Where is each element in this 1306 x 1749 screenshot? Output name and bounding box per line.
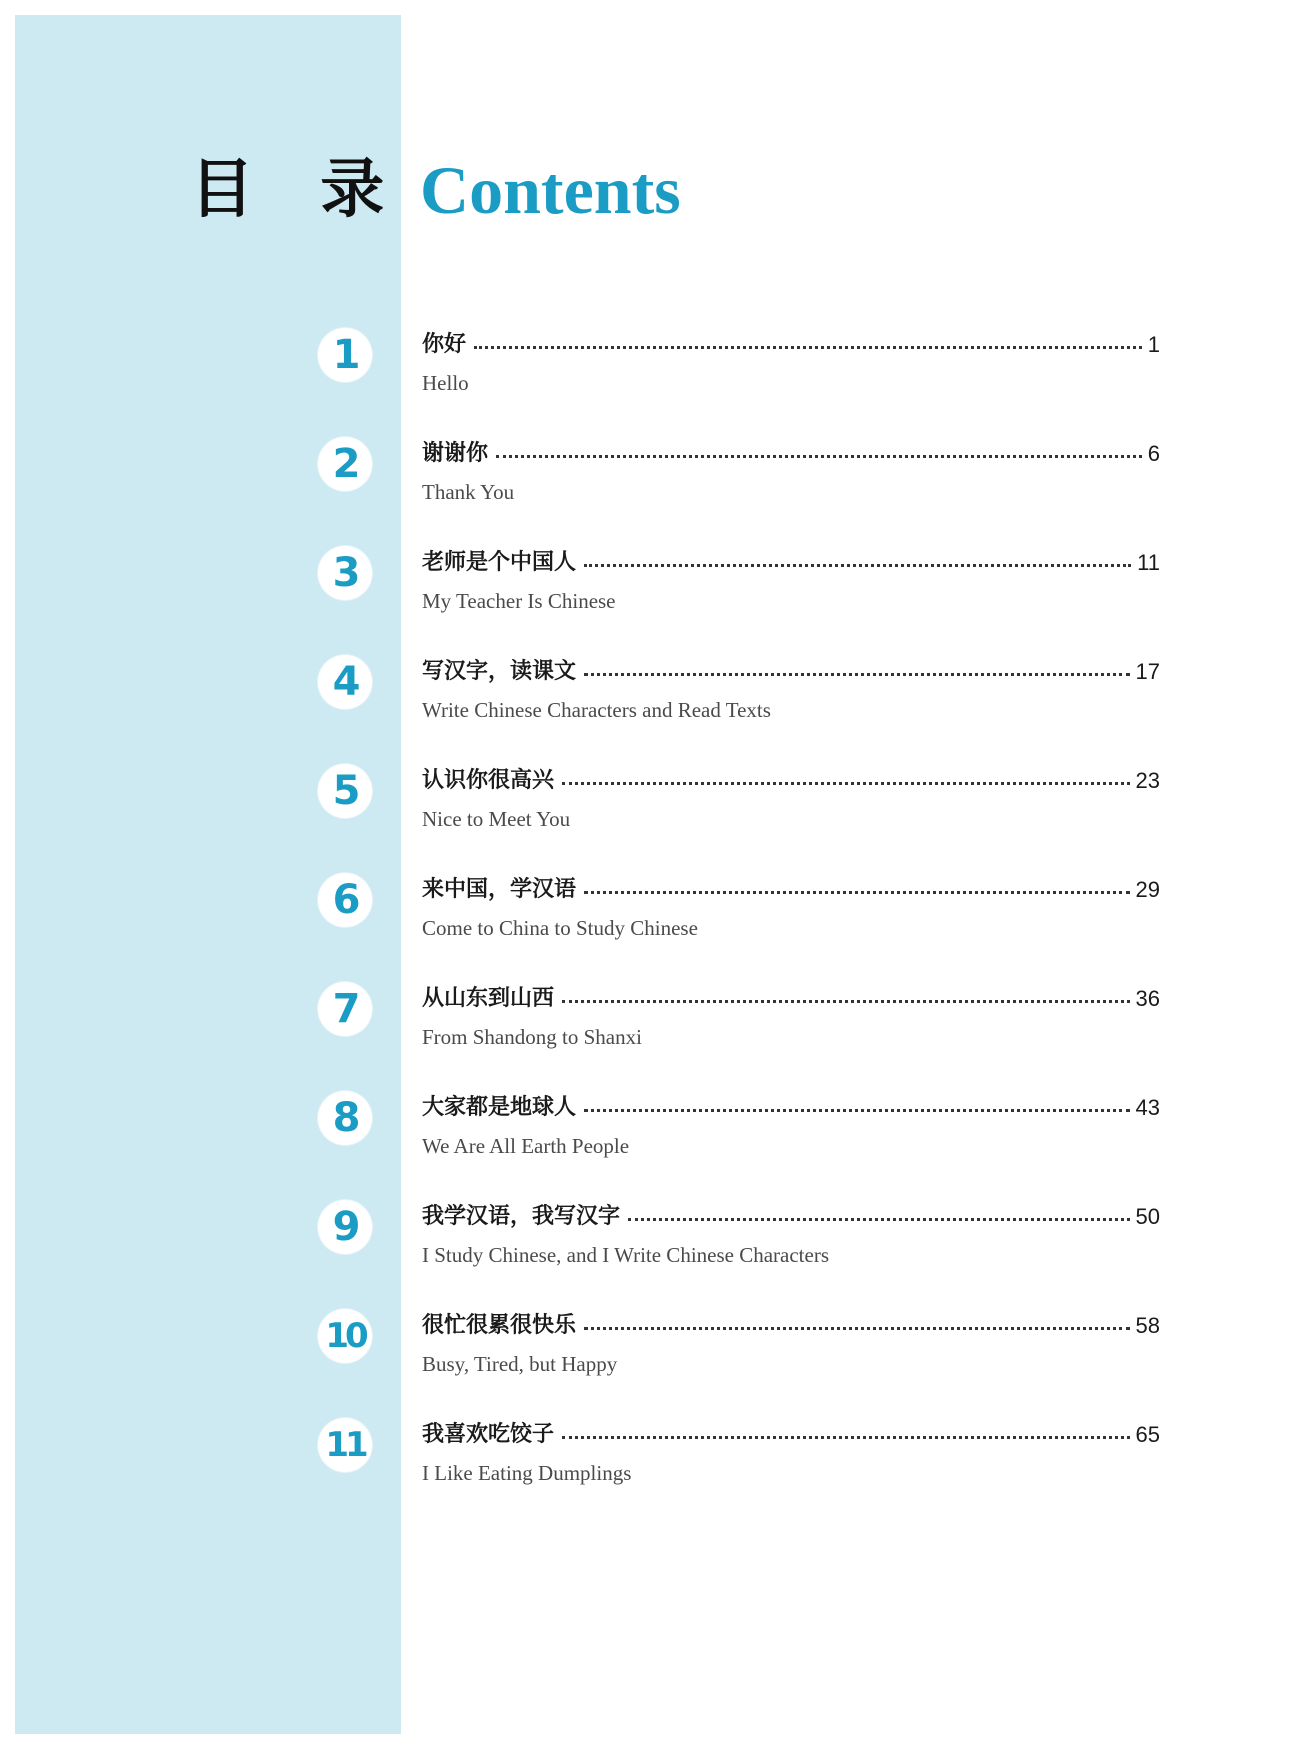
lesson-number-badge [318,437,372,491]
page-number: 58 [1135,1313,1160,1338]
lesson-title-row [422,984,1160,1014]
lesson-title-english: Hello [422,371,469,395]
page-number: 36 [1135,986,1160,1011]
lesson-number: 6 [332,877,358,923]
lesson-number: 9 [332,1204,358,1250]
page-number: 1 [1147,332,1160,357]
lesson-title-chinese: 很忙很累很快乐 [422,1313,577,1338]
lesson-title-row [422,766,1160,796]
lesson-number-badge [318,1309,372,1363]
lesson-title-chinese: 认识你很高兴 [422,768,555,793]
dotted-leader [584,1109,1130,1112]
page-number: 23 [1135,768,1160,793]
lesson-number: 11 [325,1425,365,1465]
lesson-title-row [422,330,1160,360]
lesson-number-badge [318,546,372,600]
lesson-number: 4 [332,659,358,705]
lesson-number-badge [318,764,372,818]
lesson-title-chinese: 我喜欢吃饺子 [422,1422,555,1447]
toc-entry-3[interactable] [0,540,1306,649]
lesson-title-english: I Like Eating Dumplings [422,1461,632,1485]
lesson-title-row [422,439,1160,469]
lesson-title-chinese: 写汉字，读课文 [422,659,577,684]
lesson-title-english: Thank You [422,480,515,504]
toc-entry-4[interactable] [0,649,1306,758]
lesson-number: 2 [332,441,358,487]
lesson-title-row [422,1311,1160,1341]
lesson-number-badge [318,873,372,927]
lesson-title-english: Nice to Meet You [422,807,571,831]
lesson-title-row [422,548,1160,578]
lesson-title-row [422,1420,1160,1450]
lesson-title-chinese: 老师是个中国人 [422,550,577,575]
page-number: 11 [1137,550,1160,575]
toc-entry-1[interactable] [0,322,1306,431]
lesson-title-row [422,1202,1160,1232]
lesson-title-english: Busy, Tired, but Happy [422,1352,618,1376]
lesson-title-english: My Teacher Is Chinese [422,589,616,613]
lesson-title-chinese: 来中国，学汉语 [422,877,577,902]
lesson-number-badge [318,328,372,382]
lesson-number-badge [318,1418,372,1472]
table-of-contents [0,322,1306,1521]
dotted-leader [584,564,1131,567]
dotted-leader [562,1436,1130,1439]
lesson-number-badge [318,655,372,709]
page-number: 65 [1135,1422,1160,1447]
lesson-title-chinese: 从山东到山西 [422,986,555,1011]
dotted-leader [496,455,1142,458]
lesson-title-chinese: 我学汉语，我写汉字 [422,1204,621,1229]
dotted-leader [562,782,1130,785]
toc-entry-11[interactable] [0,1412,1306,1521]
lesson-number-badge [318,1091,372,1145]
dotted-leader [584,673,1130,676]
lesson-title-english: Come to China to Study Chinese [422,916,698,940]
page-number: 17 [1135,659,1160,684]
toc-entry-6[interactable] [0,867,1306,976]
toc-entry-5[interactable] [0,758,1306,867]
lesson-number: 5 [332,768,358,814]
lesson-title-english: From Shandong to Shanxi [422,1025,642,1049]
lesson-title-chinese: 谢谢你 [422,441,489,466]
lesson-number: 3 [332,550,358,596]
dotted-leader [584,1327,1130,1330]
toc-entry-7[interactable] [0,976,1306,1085]
toc-entry-8[interactable] [0,1085,1306,1194]
page-title-english: Contents [420,152,681,228]
page-title-chinese: 目 录 [190,153,407,227]
lesson-number: 10 [325,1316,365,1356]
lesson-title-english: I Study Chinese, and I Write Chinese Characters [422,1243,829,1267]
lesson-title-english: Write Chinese Characters and Read Texts [422,698,771,722]
lesson-number-badge [318,982,372,1036]
page-number: 43 [1135,1095,1160,1120]
toc-entry-9[interactable] [0,1194,1306,1303]
lesson-number: 8 [332,1095,358,1141]
toc-entry-10[interactable] [0,1303,1306,1412]
lesson-title-row [422,875,1160,905]
dotted-leader [628,1218,1130,1221]
lesson-title-row [422,657,1160,687]
lesson-number-badge [318,1200,372,1254]
lesson-title-chinese: 你好 [422,332,467,357]
lesson-title-row [422,1093,1160,1123]
page-number: 6 [1147,441,1160,466]
page-number: 50 [1135,1204,1160,1229]
lesson-title-english: We Are All Earth People [422,1134,630,1158]
lesson-number: 7 [332,986,358,1032]
lesson-number: 1 [332,332,358,378]
toc-entry-2[interactable] [0,431,1306,540]
dotted-leader [584,891,1130,894]
dotted-leader [474,346,1142,349]
dotted-leader [562,1000,1130,1003]
lesson-title-chinese: 大家都是地球人 [422,1095,577,1120]
page-number: 29 [1135,877,1160,902]
